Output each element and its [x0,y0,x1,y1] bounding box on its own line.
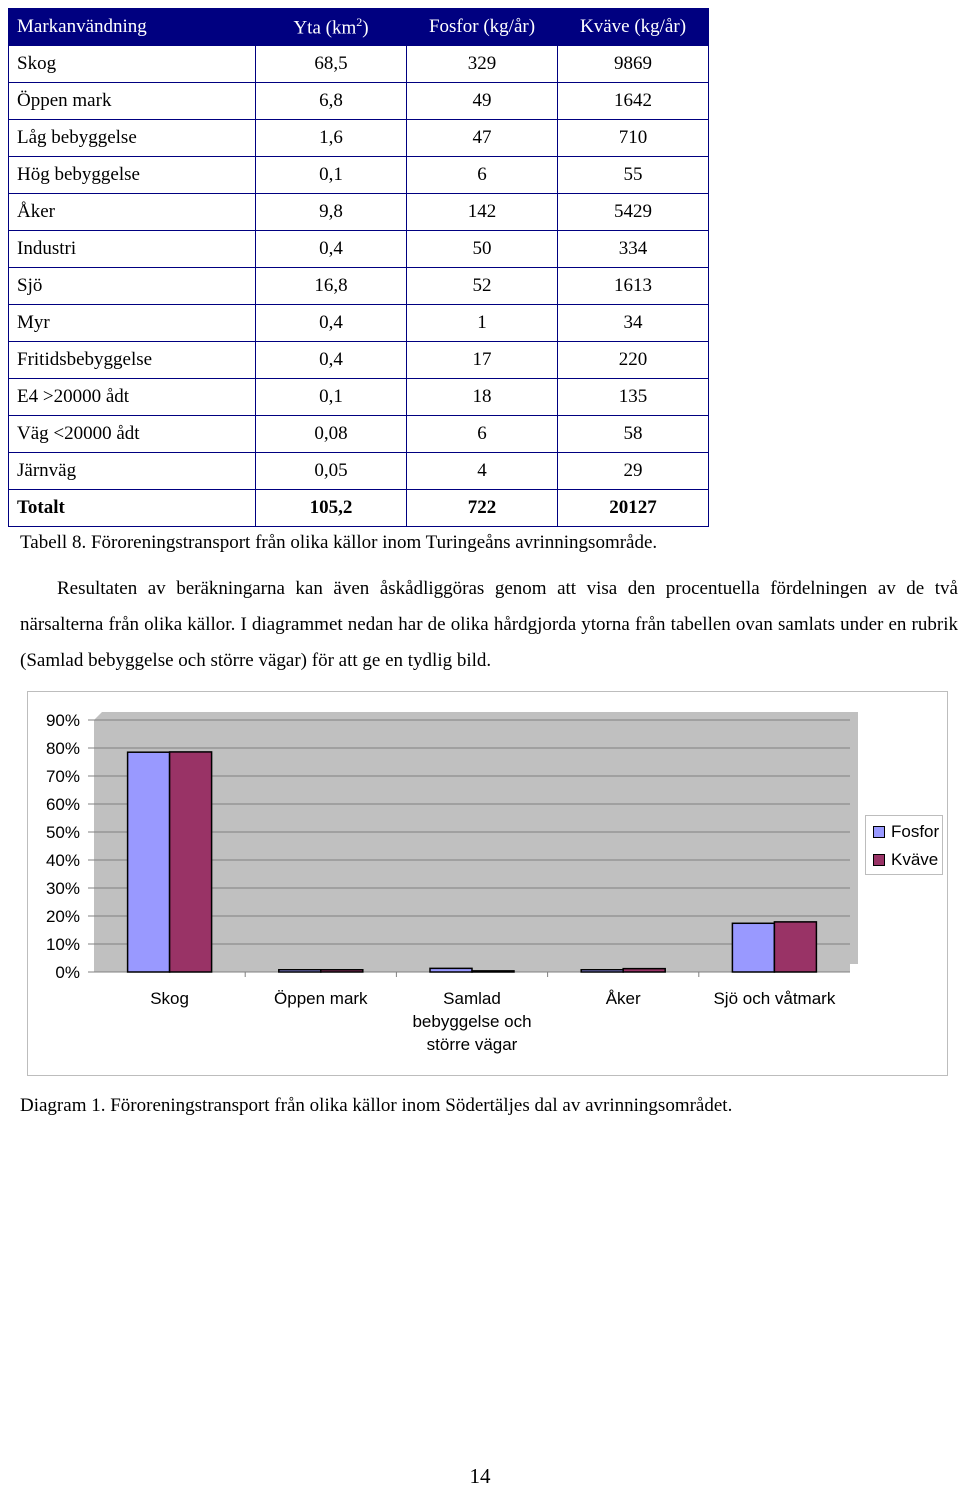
bar-fosfor-1 [279,970,321,972]
cell-nitrogen: 1642 [558,83,709,120]
legend-label-kvave: Kväve [891,850,939,869]
table-row [9,83,709,120]
cell-nitrogen: 135 [558,379,709,416]
cell-landuse: Hög bebyggelse [9,157,256,194]
chart-frame [27,691,948,1076]
table-total-row [9,490,709,527]
x-category-label-line: Samlad [443,989,501,1008]
cell-phosphorus: 329 [407,46,558,83]
header-area-suffix: ) [362,17,369,39]
bar-chart [28,692,947,1075]
x-category-label [412,989,531,1054]
cell-area: 16,8 [256,268,407,305]
legend-swatch-kvave [873,854,885,866]
header-area-text: Yta (km [293,17,357,39]
bar-fosfor-0 [128,752,170,972]
x-category-label-line: Sjö och våtmark [713,989,836,1008]
table-row [9,379,709,416]
x-category-label [150,989,189,1008]
bar-kvve-2 [472,971,514,972]
cell-nitrogen: 34 [558,305,709,342]
cell-nitrogen: 5429 [558,194,709,231]
cell-landuse: E4 >20000 ådt [9,379,256,416]
y-tick-label: 30% [45,879,80,898]
cell-phosphorus: 18 [407,379,558,416]
cell-phosphorus: 50 [407,231,558,268]
cell-landuse: Öppen mark [9,83,256,120]
cell-landuse: Skog [9,46,256,83]
page-number: 14 [469,1464,491,1488]
cell-nitrogen: 58 [558,416,709,453]
x-category-label [606,989,641,1008]
header-area-sup: 2 [356,14,363,29]
table-row [9,194,709,231]
y-tick-label: 90% [45,711,80,730]
cell-landuse: Fritidsbebyggelse [9,342,256,379]
legend-item-fosfor [873,822,939,842]
bar-fosfor-2 [430,968,472,972]
table-body [9,46,709,527]
table-row [9,157,709,194]
cell-area: 0,05 [256,453,407,490]
header-area [256,9,407,46]
table-row [9,342,709,379]
cell-landuse: Myr [9,305,256,342]
diagram-caption: Diagram 1. Föroreningstransport från olika källor inom Södertäljes dal av avrinningsområdet. [20,1095,733,1116]
cell-area: 9,8 [256,194,407,231]
y-tick-label: 20% [45,907,80,926]
cell-phosphorus: 1 [407,305,558,342]
x-category-label-line: större vägar [426,1035,518,1054]
bar-fosfor-4 [732,923,774,972]
cell-area: 0,1 [256,379,407,416]
cell-phosphorus: 17 [407,342,558,379]
table-row [9,268,709,305]
y-tick-label: 0% [55,963,80,982]
cell-phosphorus: 142 [407,194,558,231]
cell-nitrogen: 710 [558,120,709,157]
cell-nitrogen: 55 [558,157,709,194]
cell-nitrogen: 334 [558,231,709,268]
table-header-row [9,9,709,46]
table-row [9,305,709,342]
y-tick-label: 50% [45,823,80,842]
cell-nitrogen: 9869 [558,46,709,83]
x-category-label-line: bebyggelse och [412,1012,532,1031]
cell-area: 0,4 [256,231,407,268]
cell-landuse: Järnväg [9,453,256,490]
cell-phosphorus: 722 [407,490,558,527]
cell-phosphorus: 49 [407,83,558,120]
chart-legend [865,815,943,875]
land-use-table [8,8,709,527]
legend-swatch-fosfor [873,826,885,838]
cell-area: 68,5 [256,46,407,83]
cell-area: 1,6 [256,120,407,157]
cell-area: 0,4 [256,342,407,379]
cell-landuse: Väg <20000 ådt [9,416,256,453]
cell-phosphorus: 6 [407,157,558,194]
x-category-label [274,989,368,1008]
header-phosphorus: Fosfor (kg/år) [407,9,558,46]
y-tick-label: 10% [45,935,80,954]
legend-item-kvave [873,850,938,870]
x-category-label-line: Åker [605,989,641,1008]
table-row [9,120,709,157]
x-category-label-line: Skog [150,989,189,1008]
bar-fosfor-3 [581,970,623,972]
cell-phosphorus: 6 [407,416,558,453]
cell-phosphorus: 47 [407,120,558,157]
cell-area: 0,4 [256,305,407,342]
cell-nitrogen: 1613 [558,268,709,305]
table-row [9,453,709,490]
cell-phosphorus: 52 [407,268,558,305]
bar-kvve-3 [623,969,665,972]
table-row [9,416,709,453]
x-category-label-line: Öppen mark [274,989,368,1008]
legend-label-fosfor: Fosfor [891,822,940,841]
cell-area: 0,1 [256,157,407,194]
cell-area: 105,2 [256,490,407,527]
cell-landuse: Låg bebyggelse [9,120,256,157]
y-tick-label: 40% [45,851,80,870]
cell-nitrogen: 20127 [558,490,709,527]
cell-landuse: Sjö [9,268,256,305]
cell-nitrogen: 220 [558,342,709,379]
cell-area: 0,08 [256,416,407,453]
table-caption: Tabell 8. Föroreningstransport från olika källor inom Turingeåns avrinningsområde. [20,532,658,553]
cell-phosphorus: 4 [407,453,558,490]
header-landuse: Markanvändning [9,9,256,46]
cell-landuse: Totalt [9,490,256,527]
bar-kvve-0 [170,752,212,972]
y-tick-label: 80% [45,739,80,758]
x-category-label [713,989,835,1008]
table-row [9,46,709,83]
body-paragraph: Resultaten av beräkningarna kan även åskådliggöras genom att visa den procentuella fördelningen av de två närsalterna från olika källor. I diagrammet nedan har de olika hårdgjorda ytorna från tabellen ovan samlats under en rubrik (Samlad bebyggelse och större vägar) för att ge en tydlig bild. [20,578,958,671]
y-tick-label: 70% [45,767,80,786]
table-row [9,231,709,268]
header-nitrogen: Kväve (kg/år) [558,9,709,46]
cell-nitrogen: 29 [558,453,709,490]
cell-landuse: Åker [9,194,256,231]
y-tick-label: 60% [45,795,80,814]
cell-area: 6,8 [256,83,407,120]
bar-kvve-4 [774,922,816,972]
cell-landuse: Industri [9,231,256,268]
bar-kvve-1 [321,970,363,972]
